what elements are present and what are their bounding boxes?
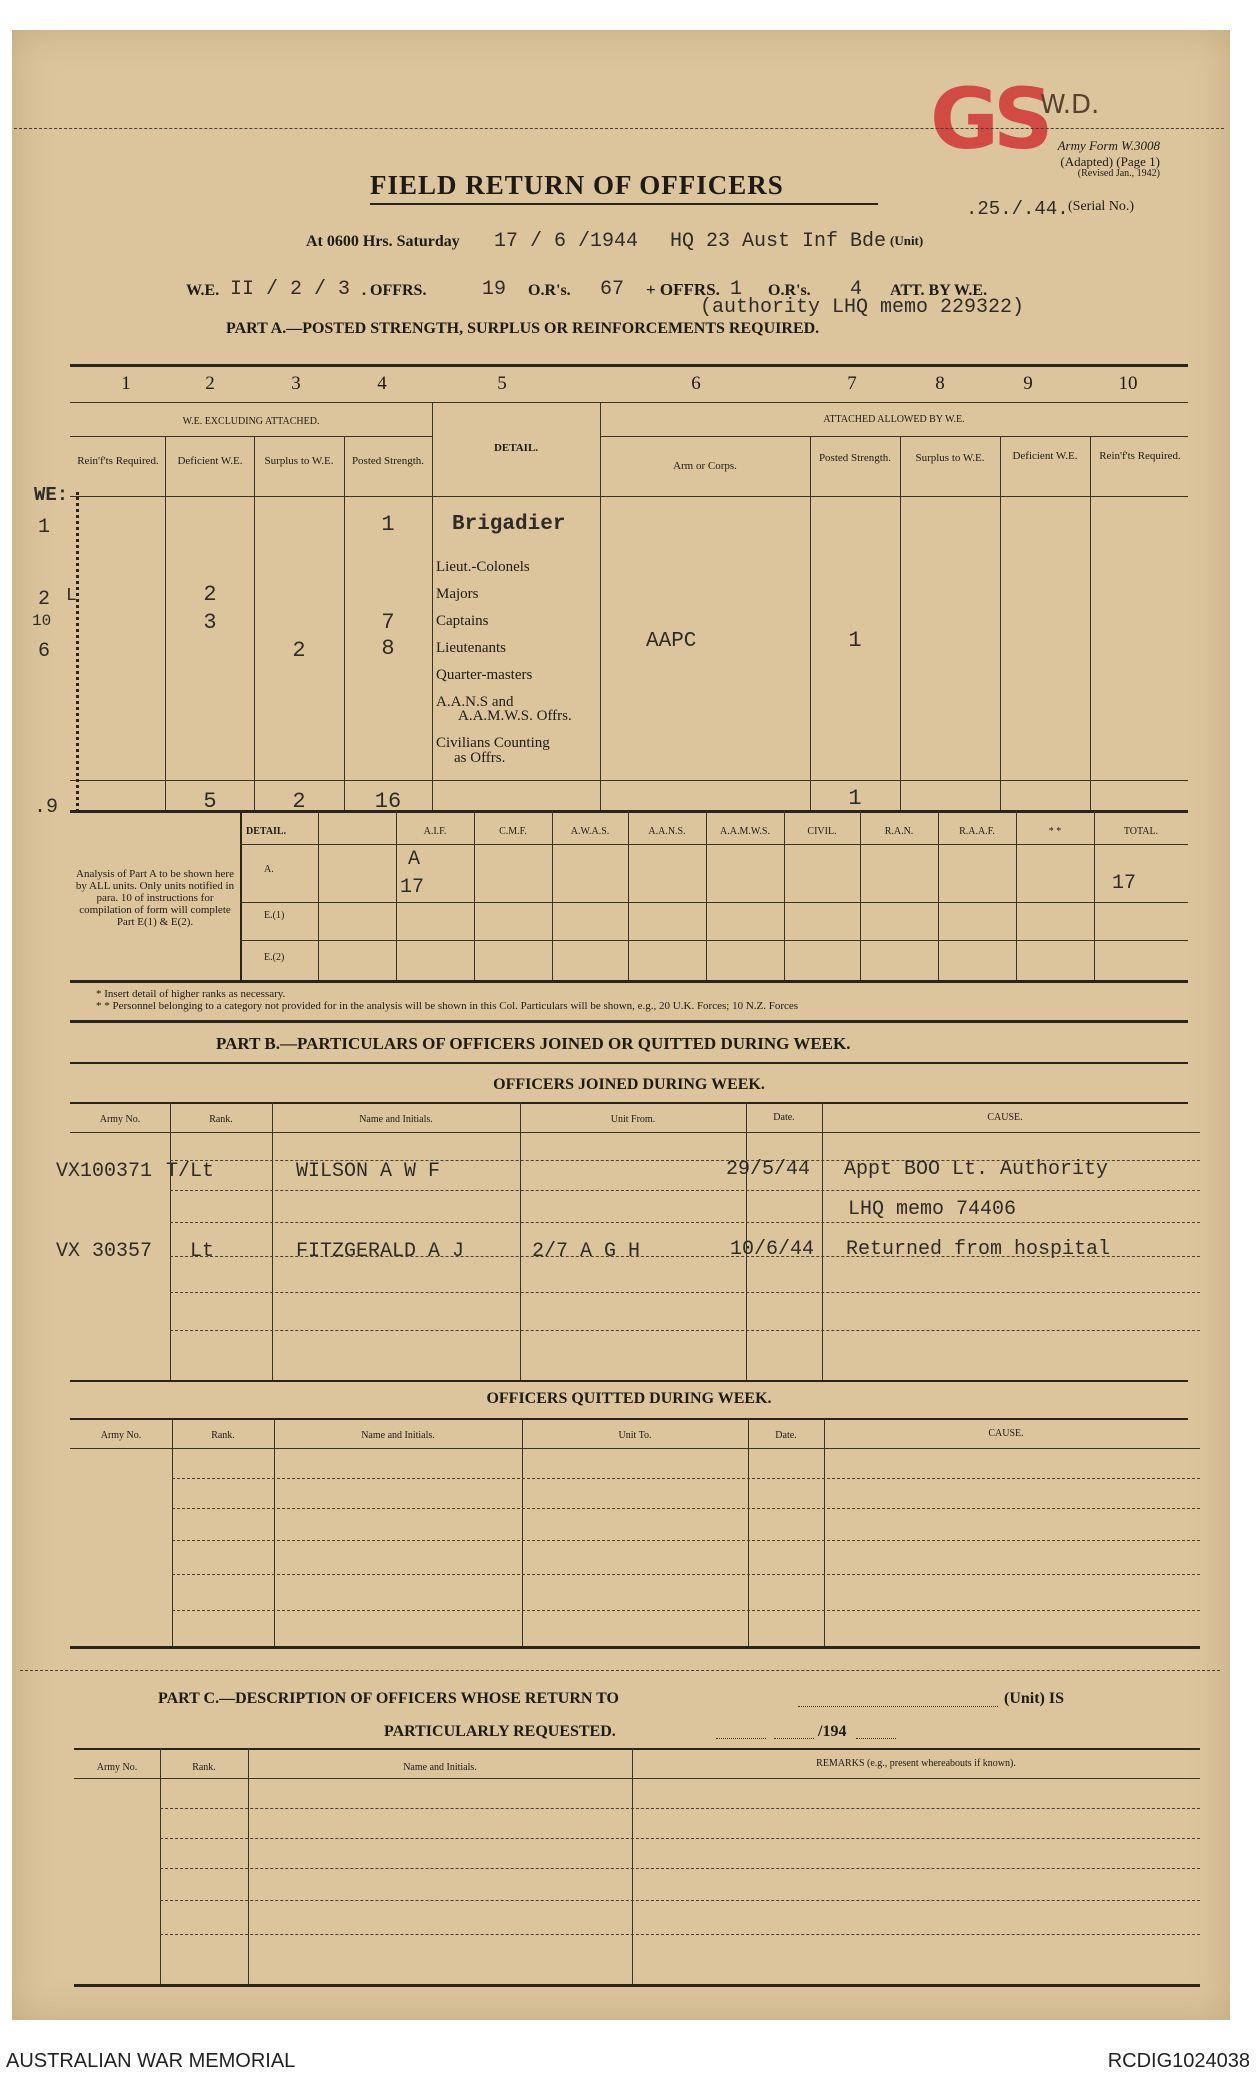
col-num: 6 [691, 373, 701, 394]
quitted-header-rank: Rank. [211, 1430, 235, 1441]
analysis-note: Analysis of Part A to be shown here by ALL units. Only units notified in para. 10 of instructions for compilation of form will complete Part E(1) & E(2). [75, 868, 235, 928]
rank-civilians: Civilians Counting [436, 735, 550, 751]
quitted-header-army-no: Army No. [100, 1430, 142, 1441]
rank-ltcol: Lieut.-Colonels [436, 559, 530, 575]
footnote-1: * Insert detail of higher ranks as necessary. [96, 988, 286, 1000]
total-att-posted: 1 [848, 786, 862, 811]
analysis-aif-value: 17 [400, 876, 425, 899]
authority-note: (authority LHQ memo 229322) [700, 296, 1025, 319]
joined-cause: Returned from hospital [846, 1238, 1111, 1261]
header-reinf2: Rein'f'ts Required. [1099, 450, 1181, 462]
footnote-2: * * Personnel belonging to a category not provided for in the analysis will be shown in this Col. Particulars will be shown, e.g., 20 U.K. Forces; 10 N.Z. Forces [96, 1000, 799, 1012]
col-num: 8 [935, 373, 945, 394]
arm-corps: AAPC [646, 630, 697, 653]
col-num: 7 [847, 373, 857, 394]
joined-cause-2: LHQ memo 74406 [848, 1198, 1017, 1221]
analysis-row-e1: E.(1) [264, 910, 285, 921]
header-posted2: Posted Strength. [818, 452, 892, 464]
margin-num: .9 [34, 796, 59, 819]
handwritten-wd: W.D. [1040, 90, 1100, 120]
total-surplus: 2 [292, 789, 306, 814]
col-num: 2 [205, 373, 215, 394]
part-c-header-army-no: Army No. [96, 1762, 138, 1773]
header-surplus: Surplus to W.E. [264, 455, 334, 467]
col-num: 3 [291, 373, 301, 394]
rank-as-offrs: as Offrs. [454, 750, 506, 766]
rank-qm: Quarter-masters [436, 667, 533, 683]
part-c-header-remarks: REMARKS (e.g., present whereabouts if known). [816, 1758, 1016, 1769]
group-attached: ATTACHED ALLOWED BY W.E. [823, 414, 965, 425]
handwritten-stamp: GS [930, 70, 1048, 168]
lt-posted: 8 [381, 636, 395, 661]
joined-name: WILSON A W F [296, 1160, 441, 1183]
return-date: 17 / 6 /1944 [494, 230, 639, 253]
unit-name: HQ 23 Aust Inf Bde [670, 230, 887, 253]
part-a-title: PART A.—POSTED STRENGTH, SURPLUS OR REINFORCEMENTS REQUIRED. [226, 320, 820, 337]
joined-rank: T/Lt [166, 1160, 215, 1183]
joined-header-date: Date. [773, 1112, 795, 1123]
at-line-label: At 0600 Hrs. Saturday [306, 233, 460, 250]
group-we-excluding: W.E. EXCLUDING ATTACHED. [182, 416, 320, 427]
header-posted: Posted Strength. [351, 455, 425, 467]
footer-id: RCDIG1024038 [1107, 2050, 1250, 2072]
joined-title: OFFICERS JOINED DURING WEEK. [493, 1076, 765, 1093]
joined-cause: Appt BOO Lt. Authority [844, 1158, 1109, 1181]
analysis-total-value: 17 [1112, 872, 1137, 895]
analysis-col: R.A.A.F. [959, 826, 995, 837]
header-detail: DETAIL. [493, 442, 539, 454]
part-c-line2: PARTICULARLY REQUESTED. [384, 1723, 616, 1740]
joined-unit: 2/7 A G H [532, 1240, 641, 1263]
plus-ors-value: 4 [850, 278, 863, 301]
part-c-month-blank[interactable] [774, 1738, 814, 1739]
part-c-year-blank[interactable] [856, 1738, 896, 1739]
rank-brigadier: Brigadier [452, 513, 566, 536]
analysis-row-e2: E.(2) [264, 952, 285, 963]
analysis-aif-a: A [408, 848, 421, 871]
analysis-col: C.M.F. [499, 826, 527, 837]
rank-aans: A.A.N.S and [436, 694, 514, 710]
margin-num: 1 [38, 516, 51, 539]
total-posted: 16 [374, 789, 402, 814]
quitted-header-date: Date. [775, 1430, 797, 1441]
quitted-header-name: Name and Initials. [361, 1430, 435, 1441]
att-label: ATT. BY W.E. [890, 282, 988, 299]
header-deficient: Deficient W.E. [177, 455, 243, 467]
analysis-col: CIVIL. [807, 826, 837, 837]
joined-army-no: VX100371 [56, 1160, 153, 1183]
joined-header-army-no: Army No. [99, 1114, 141, 1125]
analysis-col: A.A.M.W.S. [720, 826, 770, 837]
unit-label: (Unit) [890, 233, 924, 248]
rank-captains: Captains [436, 613, 489, 629]
header-surplus2: Surplus to W.E. [915, 452, 985, 464]
offrs-value: 19 [482, 278, 507, 301]
plus-ors-label: O.R's. [768, 282, 811, 299]
brig-posted: 1 [381, 512, 395, 537]
part-c-unit-blank[interactable] [798, 1706, 998, 1707]
plus-offrs-label: + OFFRS. [646, 280, 720, 299]
total-deficient: 5 [203, 789, 217, 814]
rank-lieutenants: Lieutenants [436, 640, 506, 656]
form-revised: (Revised Jan., 1942) [1077, 168, 1160, 179]
serial-label: (Serial No.) [1068, 199, 1135, 214]
att-posted: 1 [848, 628, 862, 653]
margin-num: 10 [32, 612, 52, 630]
joined-date: 29/5/44 [726, 1158, 811, 1181]
joined-header-rank: Rank. [209, 1114, 233, 1125]
header-arm: Arm or Corps. [673, 460, 737, 472]
analysis-col: A.W.A.S. [570, 826, 610, 837]
part-c-header-name: Name and Initials. [403, 1762, 477, 1773]
form-adapted: (Adapted) (Page 1) [1060, 154, 1160, 169]
part-c-unit-label: (Unit) IS [1004, 1690, 1065, 1707]
plus-offrs-value: 1 [730, 278, 743, 301]
joined-date: 10/6/44 [730, 1238, 815, 1261]
ors-label: O.R's. [528, 282, 571, 299]
joined-rank: Lt [190, 1240, 215, 1263]
joined-header-unit: Unit From. [610, 1114, 656, 1125]
analysis-col: A.I.F. [423, 826, 447, 837]
header-reinf: Rein'f'ts Required. [77, 455, 159, 467]
ors-value: 67 [600, 278, 625, 301]
part-c-header-rank: Rank. [192, 1762, 216, 1773]
margin-num: 2 [38, 588, 51, 611]
analysis-col: TOTAL. [1123, 826, 1159, 837]
maj-deficient: 2 [203, 582, 217, 607]
col-num: 9 [1023, 373, 1033, 394]
part-c-line1: PART C.—DESCRIPTION OF OFFICERS WHOSE RETURN TO [158, 1690, 619, 1707]
footer-source: AUSTRALIAN WAR MEMORIAL [6, 2050, 296, 2072]
col-num: 1 [121, 373, 131, 394]
rank-aamws: A.A.M.W.S. Offrs. [458, 708, 572, 724]
header-deficient2: Deficient W.E. [1012, 450, 1078, 462]
analysis-col: A.A.N.S. [648, 826, 686, 837]
we-value: II / 2 / 3 [230, 278, 351, 301]
we-label: W.E. [186, 282, 220, 299]
quitted-title: OFFICERS QUITTED DURING WEEK. [486, 1390, 772, 1407]
lt-surplus: 2 [292, 638, 306, 663]
col-num: 4 [377, 373, 387, 394]
rank-majors: Majors [436, 586, 479, 602]
quitted-header-unit: Unit To. [618, 1430, 652, 1441]
col-num: 10 [1118, 373, 1138, 394]
analysis-row-a: A. [264, 864, 274, 875]
part-b-title: PART B.—PARTICULARS OF OFFICERS JOINED OR QUITTED DURING WEEK. [216, 1034, 851, 1053]
analysis-col: R.A.N. [884, 826, 914, 837]
joined-name: FITZGERALD A J [296, 1240, 465, 1263]
capt-posted: 7 [381, 610, 395, 635]
margin-we: WE: [34, 484, 69, 506]
part-c-day-blank[interactable] [716, 1738, 766, 1739]
page-title: FIELD RETURN OF OFFICERS [370, 170, 784, 200]
part-c-year: /194 [818, 1723, 847, 1740]
joined-army-no: VX 30357 [56, 1240, 153, 1263]
analysis-detail-header: DETAIL. [246, 826, 287, 837]
quitted-header-cause: CAUSE. [988, 1428, 1024, 1439]
form-number: Army Form W.3008 [1057, 138, 1160, 153]
serial-number: .25./.44. [966, 198, 1069, 220]
joined-header-name: Name and Initials. [359, 1114, 433, 1125]
col-num: 5 [497, 373, 507, 394]
joined-header-cause: CAUSE. [987, 1112, 1023, 1123]
offrs-label: . OFFRS. [362, 282, 427, 299]
capt-deficient: 3 [203, 610, 217, 635]
margin-num: 6 [38, 640, 51, 663]
analysis-col: * * [1048, 826, 1062, 837]
margin-l: L [66, 586, 77, 606]
